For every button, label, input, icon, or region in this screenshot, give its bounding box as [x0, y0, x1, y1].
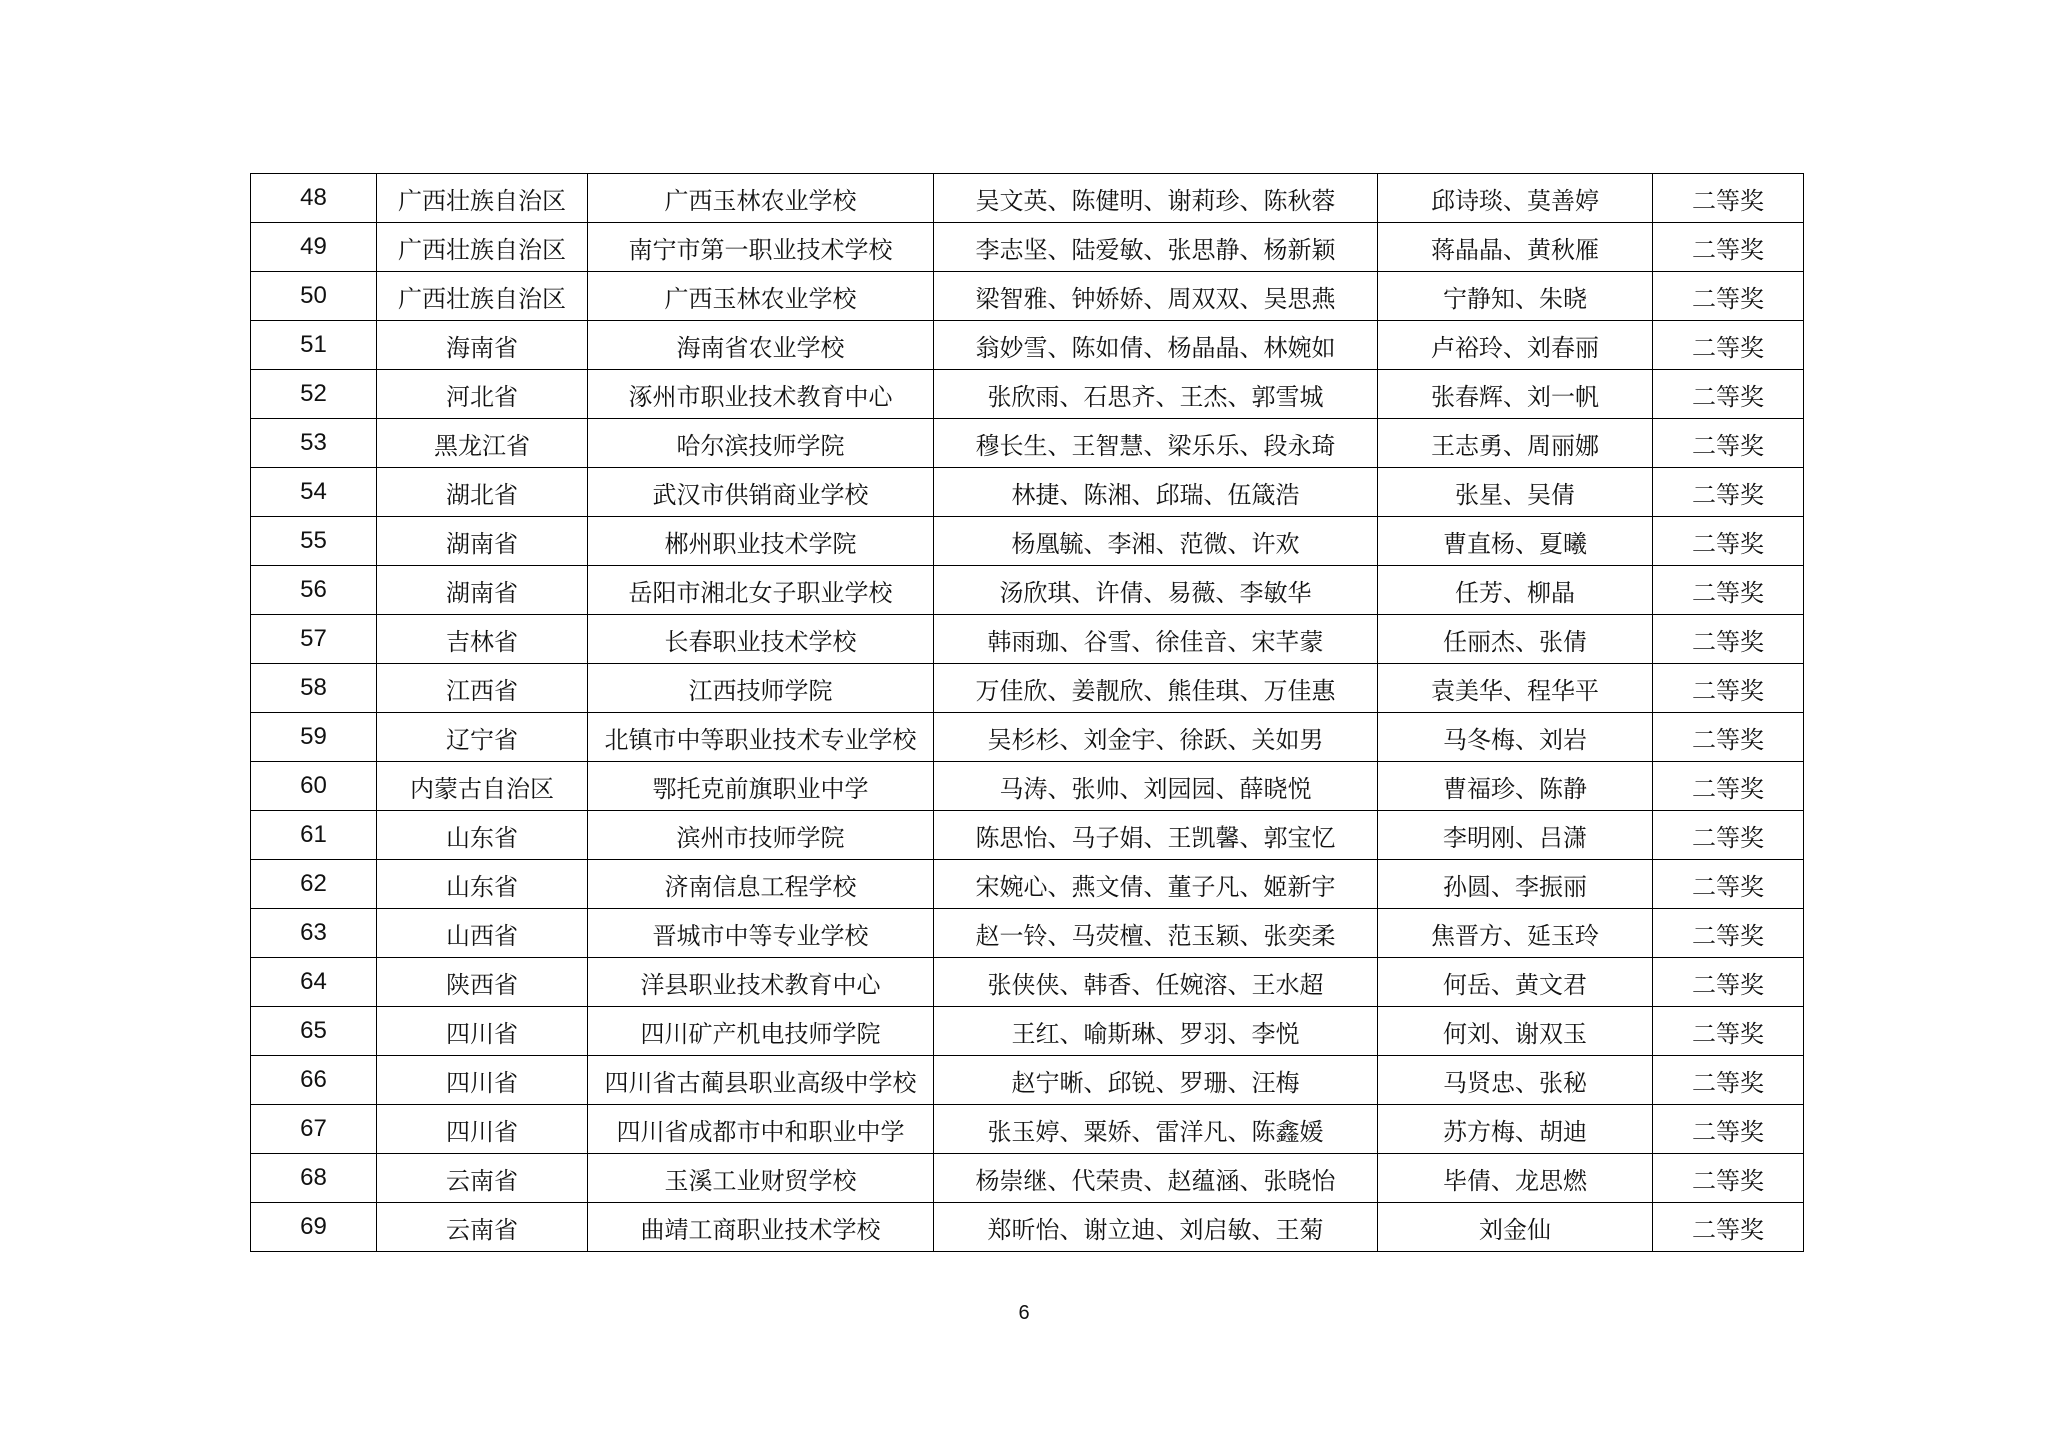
school-cell: 郴州职业技术学院 [588, 517, 934, 566]
table-row [251, 762, 1804, 811]
row-number-cell: 49 [251, 223, 377, 272]
students-cell: 林捷、陈湘、邱瑞、伍箴浩 [934, 468, 1378, 517]
students-cell: 穆长生、王智慧、梁乐乐、段永琦 [934, 419, 1378, 468]
students-cell: 杨崇继、代荣贵、赵蕴涵、张晓怡 [934, 1154, 1378, 1203]
teachers-cell: 马贤忠、张秘 [1378, 1056, 1653, 1105]
students-cell: 汤欣琪、许倩、易薇、李敏华 [934, 566, 1378, 615]
province-cell: 云南省 [377, 1203, 588, 1252]
province-cell: 四川省 [377, 1056, 588, 1105]
table-row [251, 860, 1804, 909]
table-row [251, 1007, 1804, 1056]
row-number-cell: 59 [251, 713, 377, 762]
table-row [251, 566, 1804, 615]
students-cell: 赵一铃、马荧檀、范玉颖、张奕柔 [934, 909, 1378, 958]
award-cell: 二等奖 [1653, 958, 1804, 1007]
teachers-cell: 曹福珍、陈静 [1378, 762, 1653, 811]
table-row [251, 811, 1804, 860]
teachers-cell: 刘金仙 [1378, 1203, 1653, 1252]
school-cell: 哈尔滨技师学院 [588, 419, 934, 468]
province-cell: 辽宁省 [377, 713, 588, 762]
school-cell: 江西技师学院 [588, 664, 934, 713]
award-table [250, 173, 1804, 1252]
province-cell: 山东省 [377, 811, 588, 860]
teachers-cell: 卢裕玲、刘春丽 [1378, 321, 1653, 370]
school-cell: 南宁市第一职业技术学校 [588, 223, 934, 272]
row-number-cell: 48 [251, 174, 377, 223]
school-cell: 玉溪工业财贸学校 [588, 1154, 934, 1203]
province-cell: 云南省 [377, 1154, 588, 1203]
table-row [251, 419, 1804, 468]
students-cell: 宋婉心、燕文倩、董子凡、姬新宇 [934, 860, 1378, 909]
table-row [251, 909, 1804, 958]
province-cell: 黑龙江省 [377, 419, 588, 468]
students-cell: 张玉婷、粟娇、雷洋凡、陈鑫媛 [934, 1105, 1378, 1154]
teachers-cell: 何刘、谢双玉 [1378, 1007, 1653, 1056]
students-cell: 马涛、张帅、刘园园、薛晓悦 [934, 762, 1378, 811]
table-row [251, 1154, 1804, 1203]
teachers-cell: 马冬梅、刘岩 [1378, 713, 1653, 762]
award-cell: 二等奖 [1653, 664, 1804, 713]
school-cell: 洋县职业技术教育中心 [588, 958, 934, 1007]
award-cell: 二等奖 [1653, 1154, 1804, 1203]
award-cell: 二等奖 [1653, 566, 1804, 615]
row-number-cell: 66 [251, 1056, 377, 1105]
province-cell: 内蒙古自治区 [377, 762, 588, 811]
province-cell: 陕西省 [377, 958, 588, 1007]
teachers-cell: 焦晋方、延玉玲 [1378, 909, 1653, 958]
school-cell: 广西玉林农业学校 [588, 272, 934, 321]
award-cell: 二等奖 [1653, 223, 1804, 272]
province-cell: 山东省 [377, 860, 588, 909]
row-number-cell: 53 [251, 419, 377, 468]
school-cell: 长春职业技术学校 [588, 615, 934, 664]
award-cell: 二等奖 [1653, 272, 1804, 321]
award-cell: 二等奖 [1653, 468, 1804, 517]
teachers-cell: 苏方梅、胡迪 [1378, 1105, 1653, 1154]
row-number-cell: 61 [251, 811, 377, 860]
row-number-cell: 56 [251, 566, 377, 615]
row-number-cell: 60 [251, 762, 377, 811]
province-cell: 四川省 [377, 1007, 588, 1056]
school-cell: 海南省农业学校 [588, 321, 934, 370]
school-cell: 涿州市职业技术教育中心 [588, 370, 934, 419]
students-cell: 赵宁晰、邱锐、罗珊、汪梅 [934, 1056, 1378, 1105]
row-number-cell: 50 [251, 272, 377, 321]
students-cell: 郑昕怡、谢立迪、刘启敏、王菊 [934, 1203, 1378, 1252]
row-number-cell: 62 [251, 860, 377, 909]
province-cell: 吉林省 [377, 615, 588, 664]
teachers-cell: 邱诗琰、莫善婷 [1378, 174, 1653, 223]
row-number-cell: 67 [251, 1105, 377, 1154]
table-row [251, 174, 1804, 223]
school-cell: 岳阳市湘北女子职业学校 [588, 566, 934, 615]
row-number-cell: 63 [251, 909, 377, 958]
teachers-cell: 毕倩、龙思燃 [1378, 1154, 1653, 1203]
award-cell: 二等奖 [1653, 762, 1804, 811]
table-row [251, 1056, 1804, 1105]
award-cell: 二等奖 [1653, 1105, 1804, 1154]
students-cell: 吴文英、陈健明、谢莉珍、陈秋蓉 [934, 174, 1378, 223]
teachers-cell: 王志勇、周丽娜 [1378, 419, 1653, 468]
school-cell: 四川省古蔺县职业高级中学校 [588, 1056, 934, 1105]
teachers-cell: 任丽杰、张倩 [1378, 615, 1653, 664]
students-cell: 李志坚、陆爱敏、张思静、杨新颖 [934, 223, 1378, 272]
row-number-cell: 52 [251, 370, 377, 419]
page-number: 6 [1018, 1302, 1030, 1324]
award-cell: 二等奖 [1653, 419, 1804, 468]
row-number-cell: 68 [251, 1154, 377, 1203]
table-row [251, 272, 1804, 321]
row-number-cell: 57 [251, 615, 377, 664]
row-number-cell: 64 [251, 958, 377, 1007]
teachers-cell: 孙圆、李振丽 [1378, 860, 1653, 909]
teachers-cell: 张春辉、刘一帆 [1378, 370, 1653, 419]
award-cell: 二等奖 [1653, 1203, 1804, 1252]
award-cell: 二等奖 [1653, 860, 1804, 909]
teachers-cell: 张星、吴倩 [1378, 468, 1653, 517]
students-cell: 陈思怡、马子娟、王凯馨、郭宝忆 [934, 811, 1378, 860]
table-row [251, 664, 1804, 713]
students-cell: 翁妙雪、陈如倩、杨晶晶、林婉如 [934, 321, 1378, 370]
table-row [251, 713, 1804, 762]
award-cell: 二等奖 [1653, 1007, 1804, 1056]
award-cell: 二等奖 [1653, 909, 1804, 958]
teachers-cell: 任芳、柳晶 [1378, 566, 1653, 615]
row-number-cell: 65 [251, 1007, 377, 1056]
school-cell: 四川省成都市中和职业中学 [588, 1105, 934, 1154]
row-number-cell: 69 [251, 1203, 377, 1252]
students-cell: 张侠侠、韩香、任婉溶、王水超 [934, 958, 1378, 1007]
table-row [251, 1203, 1804, 1252]
province-cell: 江西省 [377, 664, 588, 713]
table-row [251, 615, 1804, 664]
award-table-body [251, 174, 1804, 1252]
table-row [251, 1105, 1804, 1154]
table-row [251, 517, 1804, 566]
province-cell: 山西省 [377, 909, 588, 958]
students-cell: 张欣雨、石思齐、王杰、郭雪城 [934, 370, 1378, 419]
award-cell: 二等奖 [1653, 811, 1804, 860]
row-number-cell: 55 [251, 517, 377, 566]
province-cell: 湖北省 [377, 468, 588, 517]
school-cell: 晋城市中等专业学校 [588, 909, 934, 958]
students-cell: 梁智雅、钟娇娇、周双双、吴思燕 [934, 272, 1378, 321]
students-cell: 万佳欣、姜靓欣、熊佳琪、万佳惠 [934, 664, 1378, 713]
award-cell: 二等奖 [1653, 713, 1804, 762]
award-cell: 二等奖 [1653, 174, 1804, 223]
award-cell: 二等奖 [1653, 517, 1804, 566]
row-number-cell: 58 [251, 664, 377, 713]
teachers-cell: 李明刚、吕潇 [1378, 811, 1653, 860]
school-cell: 武汉市供销商业学校 [588, 468, 934, 517]
students-cell: 吴杉杉、刘金宇、徐跃、关如男 [934, 713, 1378, 762]
province-cell: 海南省 [377, 321, 588, 370]
school-cell: 滨州市技师学院 [588, 811, 934, 860]
students-cell: 杨凰毓、李湘、范微、许欢 [934, 517, 1378, 566]
award-cell: 二等奖 [1653, 370, 1804, 419]
province-cell: 广西壮族自治区 [377, 174, 588, 223]
row-number-cell: 54 [251, 468, 377, 517]
teachers-cell: 曹直杨、夏曦 [1378, 517, 1653, 566]
province-cell: 湖南省 [377, 517, 588, 566]
school-cell: 济南信息工程学校 [588, 860, 934, 909]
row-number-cell: 51 [251, 321, 377, 370]
table-row [251, 468, 1804, 517]
table-row [251, 370, 1804, 419]
teachers-cell: 袁美华、程华平 [1378, 664, 1653, 713]
teachers-cell: 蒋晶晶、黄秋雁 [1378, 223, 1653, 272]
award-cell: 二等奖 [1653, 1056, 1804, 1105]
province-cell: 四川省 [377, 1105, 588, 1154]
table-row [251, 958, 1804, 1007]
province-cell: 湖南省 [377, 566, 588, 615]
students-cell: 韩雨珈、谷雪、徐佳音、宋芊蒙 [934, 615, 1378, 664]
students-cell: 王红、喻斯琳、罗羽、李悦 [934, 1007, 1378, 1056]
province-cell: 广西壮族自治区 [377, 272, 588, 321]
school-cell: 鄂托克前旗职业中学 [588, 762, 934, 811]
award-cell: 二等奖 [1653, 615, 1804, 664]
province-cell: 河北省 [377, 370, 588, 419]
school-cell: 曲靖工商职业技术学校 [588, 1203, 934, 1252]
province-cell: 广西壮族自治区 [377, 223, 588, 272]
school-cell: 四川矿产机电技师学院 [588, 1007, 934, 1056]
school-cell: 北镇市中等职业技术专业学校 [588, 713, 934, 762]
teachers-cell: 何岳、黄文君 [1378, 958, 1653, 1007]
table-row [251, 321, 1804, 370]
table-row [251, 223, 1804, 272]
school-cell: 广西玉林农业学校 [588, 174, 934, 223]
award-cell: 二等奖 [1653, 321, 1804, 370]
teachers-cell: 宁静知、朱晓 [1378, 272, 1653, 321]
